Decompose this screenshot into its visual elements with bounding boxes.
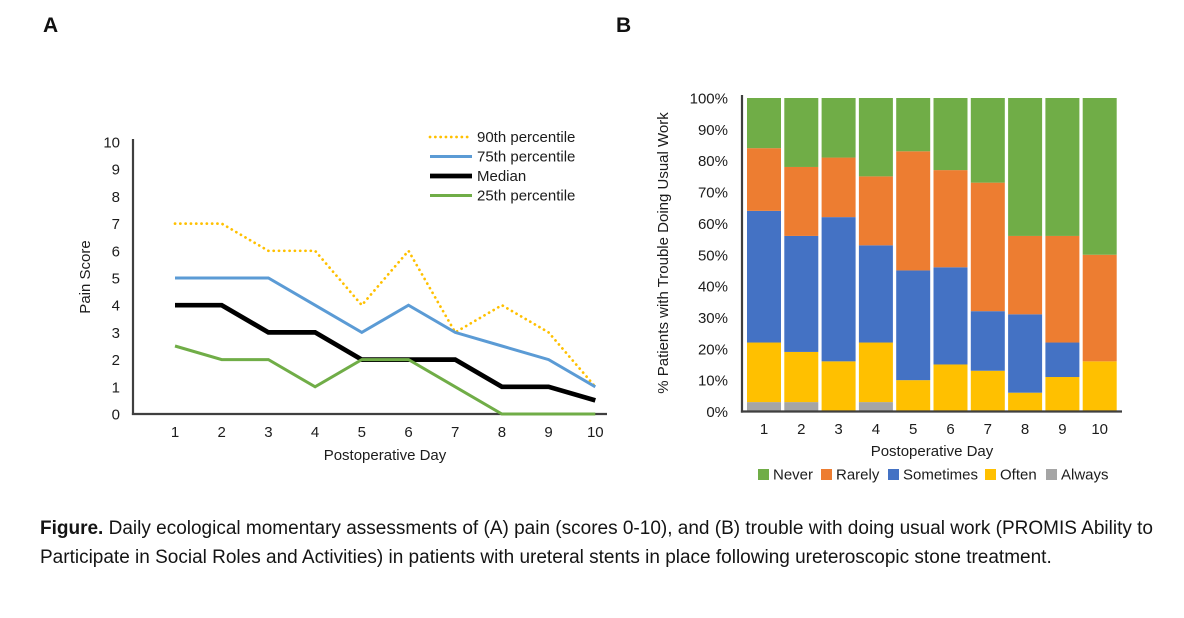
y-tick-label: 30%: [697, 309, 728, 327]
y-tick-label: 70%: [697, 184, 728, 202]
x-tick-label: 2: [797, 421, 806, 438]
x-tick-label: 7: [451, 424, 460, 441]
y-tick-label: 10%: [697, 372, 728, 390]
y-axis-title: Pain Score: [77, 240, 94, 314]
caption-text: Daily ecological momentary assessments of (A) pain (scores 0-10), and (B) trouble with doing usual work (PROMIS Ability to Participate in Social Roles and Activities) in patients with ureteral stents in place following ureteroscopic stone treatment.: [40, 518, 1153, 568]
panel-a-label: A: [43, 14, 59, 37]
x-tick-label: 7: [983, 421, 992, 438]
bar-day9-rarely: [1045, 236, 1079, 343]
bar-day10-often: [1083, 361, 1117, 411]
y-tick-label: 6: [111, 243, 120, 261]
bar-day6-rarely: [934, 170, 968, 267]
bar-day2-rarely: [784, 167, 818, 236]
x-tick-label: 2: [217, 424, 226, 441]
bar-day1-never: [747, 98, 781, 148]
x-tick-label: 3: [834, 421, 843, 438]
bar-day6-sometimes: [934, 267, 968, 364]
legend-label: Median: [477, 168, 527, 185]
legend-label: 75th percentile: [477, 148, 576, 166]
y-tick-label: 2: [111, 352, 120, 370]
y-axis-title: % Patients with Trouble Doing Usual Work: [655, 112, 672, 394]
x-axis-title: Postoperative Day: [323, 447, 447, 464]
bar-day9-never: [1045, 98, 1079, 236]
x-tick-label: 5: [357, 424, 366, 441]
bar-day5-never: [896, 98, 930, 151]
bar-day4-sometimes: [859, 245, 893, 342]
bar-day6-never: [934, 98, 968, 170]
bar-day7-never: [971, 98, 1005, 183]
pain-score-line-chart: [0, 0, 640, 505]
x-tick-label: 8: [1020, 421, 1030, 438]
x-tick-label: 4: [310, 424, 320, 441]
legend-label: Never: [773, 466, 814, 484]
y-tick-label: 90%: [697, 121, 728, 139]
y-tick-label: 1: [111, 379, 120, 397]
bar-day5-sometimes: [896, 270, 930, 380]
bar-day2-always: [784, 402, 818, 411]
bar-day8-rarely: [1008, 236, 1042, 314]
bar-day5-often: [896, 380, 930, 411]
legend-swatch-always: [1046, 469, 1057, 480]
series-line-90th-percentile: [175, 224, 595, 387]
bar-day5-rarely: [896, 151, 930, 270]
y-tick-label: 0%: [706, 404, 728, 421]
legend-label: Rarely: [836, 466, 880, 484]
x-axis-title: Postoperative Day: [870, 443, 994, 460]
y-tick-label: 8: [111, 188, 120, 206]
legend-label: Often: [1000, 466, 1037, 484]
bar-day4-rarely: [859, 176, 893, 245]
bar-day9-often: [1045, 377, 1079, 411]
legend-swatch-rarely: [821, 469, 832, 480]
bar-day8-sometimes: [1008, 314, 1042, 392]
y-tick-label: 7: [111, 216, 120, 234]
bar-day3-often: [822, 361, 856, 411]
bar-day10-never: [1083, 98, 1117, 255]
bar-day8-never: [1008, 98, 1042, 236]
legend-swatch-never: [758, 469, 769, 480]
x-tick-label: 4: [871, 421, 881, 438]
bar-day8-often: [1008, 393, 1042, 412]
bar-day3-sometimes: [822, 217, 856, 361]
x-tick-label: 6: [404, 424, 413, 441]
bar-day9-sometimes: [1045, 343, 1079, 377]
x-tick-label: 8: [497, 424, 507, 441]
bar-day2-often: [784, 352, 818, 402]
y-tick-label: 80%: [697, 153, 728, 171]
y-tick-label: 10: [103, 134, 120, 152]
x-tick-label: 9: [544, 424, 553, 441]
bar-day7-often: [971, 371, 1005, 412]
y-tick-label: 40%: [697, 278, 728, 296]
bar-day1-rarely: [747, 148, 781, 211]
trouble-working-stacked-bar-chart: [640, 0, 1184, 505]
series-line-75th-percentile: [175, 278, 595, 387]
bar-day7-rarely: [971, 183, 1005, 312]
y-tick-label: 9: [111, 161, 120, 179]
legend-label: Always: [1061, 466, 1109, 484]
bar-day1-always: [747, 402, 781, 411]
legend-swatch-often: [985, 469, 996, 480]
x-tick-label: 9: [1058, 421, 1067, 438]
y-tick-label: 3: [111, 324, 120, 342]
bar-day10-rarely: [1083, 255, 1117, 362]
y-tick-label: 60%: [697, 215, 728, 233]
bar-day3-never: [822, 98, 856, 158]
bar-day4-never: [859, 98, 893, 176]
legend-label: 90th percentile: [477, 129, 576, 146]
x-tick-label: 1: [759, 421, 769, 438]
bar-day3-rarely: [822, 158, 856, 218]
bar-day1-often: [747, 343, 781, 403]
bar-day7-sometimes: [971, 311, 1005, 371]
bar-day6-often: [934, 364, 968, 411]
bar-day1-sometimes: [747, 211, 781, 343]
figure-caption: [40, 514, 1165, 572]
bar-day4-always: [859, 402, 893, 411]
y-tick-label: 0: [111, 406, 120, 424]
y-tick-label: 50%: [697, 247, 728, 265]
legend-swatch-sometimes: [888, 469, 899, 480]
x-tick-label: 10: [586, 424, 604, 441]
panel-b-label: B: [616, 14, 632, 37]
legend-label: 25th percentile: [477, 187, 576, 205]
bar-day2-never: [784, 98, 818, 167]
bar-day2-sometimes: [784, 236, 818, 352]
bar-day4-often: [859, 343, 893, 403]
x-tick-label: 1: [170, 424, 180, 441]
y-tick-label: 100%: [689, 90, 728, 108]
x-tick-label: 6: [946, 421, 955, 438]
legend-label: Sometimes: [903, 466, 979, 484]
y-tick-label: 20%: [697, 341, 728, 359]
y-tick-label: 4: [111, 297, 120, 315]
y-tick-label: 5: [111, 270, 120, 288]
x-tick-label: 5: [909, 421, 918, 438]
caption-label: Figure.: [40, 518, 104, 539]
x-tick-label: 10: [1091, 421, 1109, 438]
x-tick-label: 3: [264, 424, 273, 441]
